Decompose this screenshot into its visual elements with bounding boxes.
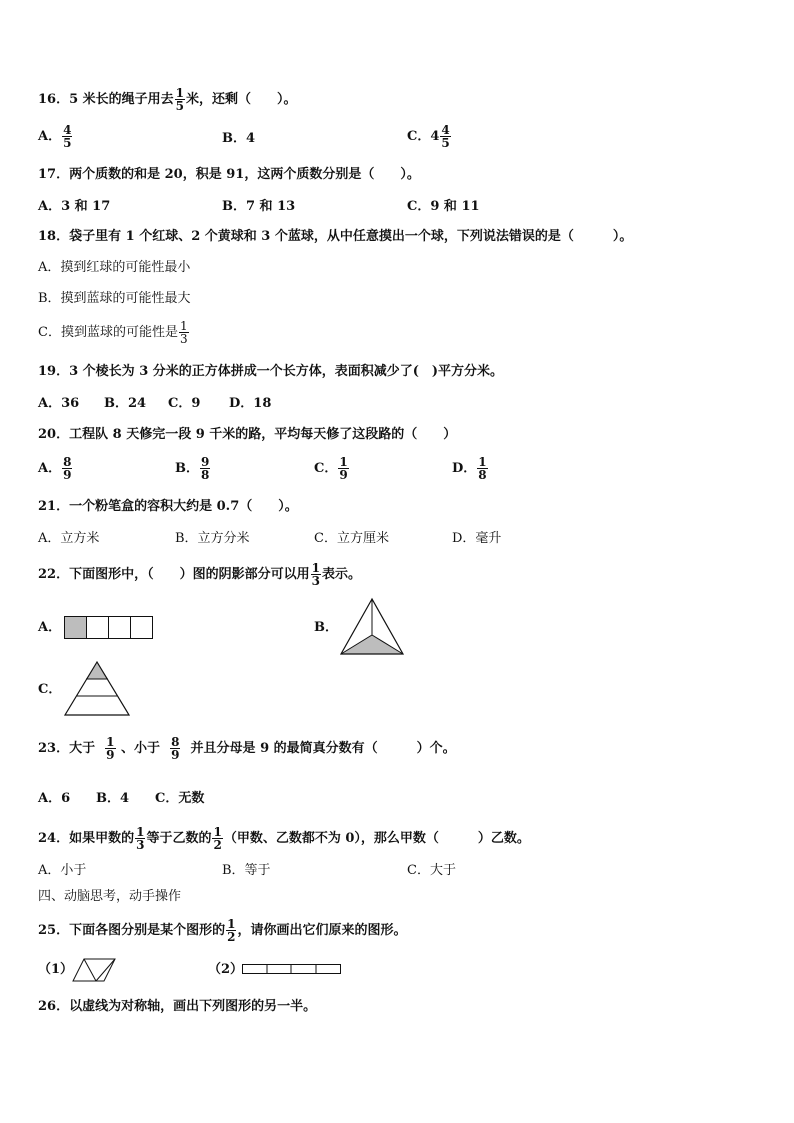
q23-option-c: C．无数 bbox=[155, 791, 205, 806]
q20-option-a: A． $\frac{8}{9}$ bbox=[38, 455, 72, 482]
q22-label-c: C． bbox=[38, 682, 62, 697]
q20-option-c: C． $\frac{1}{9}$ bbox=[314, 455, 348, 482]
q19-stem: 19．3 个棱长为 3 分米的正方体拼成一个长方体，表面积减少了( )平方分米。 bbox=[38, 364, 504, 379]
q23-option-a: A．6 bbox=[38, 791, 71, 806]
q19-option-b: B．24 bbox=[104, 396, 147, 411]
q25-label-2: （2） bbox=[208, 962, 244, 977]
q21-option-b: B．立方分米 bbox=[175, 531, 250, 546]
q22-figure-c bbox=[64, 661, 130, 717]
shaded-cell bbox=[65, 617, 87, 639]
q21-stem: 21．一个粉笔盒的容积大约是 0.7（ ）。 bbox=[38, 499, 298, 514]
q20-stem: 20．工程队 8 天修完一段 9 千米的路，平均每天修了这段路的（ ） bbox=[38, 427, 457, 442]
cell bbox=[109, 617, 131, 639]
q18-option-a: A．摸到红球的可能性最小 bbox=[38, 260, 191, 275]
q19-option-c: C．9 bbox=[168, 396, 201, 411]
q16-fraction: $\frac{1}{5}$ bbox=[175, 86, 185, 113]
q25-figure-1 bbox=[73, 958, 117, 982]
q19-option-a: A．36 bbox=[38, 396, 80, 411]
q18-option-b: B．摸到蓝球的可能性最大 bbox=[38, 291, 191, 306]
q24-option-c: C．大于 bbox=[407, 863, 456, 878]
q22-figure-b bbox=[340, 598, 404, 656]
q25-figure-2 bbox=[242, 964, 342, 976]
q23-option-b: B．4 bbox=[96, 791, 130, 806]
q24-option-a: A．小于 bbox=[38, 863, 87, 878]
q24-stem: 24．如果甲数的 $\frac{1}{3}$ 等于乙数的 $\frac{1}{2}$ （甲数、乙数都不为 0），那么甲数（ ）乙数。 bbox=[38, 825, 530, 852]
q16-stem bbox=[38, 87, 297, 112]
diagonal bbox=[84, 959, 96, 981]
q17-stem: 17．两个质数的和是 20，积是 91，这两个质数分别是（ ）。 bbox=[38, 167, 420, 182]
cell bbox=[131, 617, 153, 639]
q16-option-b: B．4 bbox=[222, 131, 256, 146]
q20-option-d: D． $\frac{1}{8}$ bbox=[452, 455, 487, 482]
q20-option-b: B． $\frac{9}{8}$ bbox=[175, 455, 210, 482]
q17-option-b: B．7 和 13 bbox=[222, 199, 296, 214]
q21-option-d: D．毫升 bbox=[452, 531, 502, 546]
q16-option-c: C．4 $\frac{4}{5}$ bbox=[407, 123, 450, 150]
q16-option-a: A． $\frac{4}{5}$ bbox=[38, 123, 72, 150]
q16-text-a: 16．5 米长的绳子用去 bbox=[38, 92, 174, 107]
q22-stem: 22．下面图形中，（ ）图的阴影部分可以用 $\frac{1}{3}$ 表示。 bbox=[38, 561, 361, 588]
q23-stem: 23．大于 $\frac{1}{9}$ 、小于 $\frac{8}{9}$ 并且分母是 9 的最简真分数有（ ）个。 bbox=[38, 735, 456, 762]
q18-stem: 18．袋子里有 1 个红球、2 个黄球和 3 个蓝球，从中任意摸出一个球，下列说法错误的是（ ）。 bbox=[38, 229, 633, 244]
section-heading: 四、动脑思考，动手操作 bbox=[38, 889, 182, 904]
q22-label-a: A． bbox=[38, 620, 62, 635]
q22-figure-a bbox=[64, 616, 156, 640]
q21-option-a: A．立方米 bbox=[38, 531, 100, 546]
q25-stem: 25．下面各图分别是某个图形的 $\frac{1}{2}$ ，请你画出它们原来的图形。 bbox=[38, 917, 407, 944]
q21-option-c: C．立方厘米 bbox=[314, 531, 389, 546]
q17-option-c: C．9 和 11 bbox=[407, 199, 480, 214]
q22-label-b: B． bbox=[314, 620, 338, 635]
q25-label-1: （1） bbox=[38, 962, 74, 977]
q17-option-a: A．3 和 17 bbox=[38, 199, 111, 214]
q19-option-d: D．18 bbox=[229, 396, 272, 411]
q18-option-c: C．摸到蓝球的可能性是 $\frac{1}{3}$ bbox=[38, 319, 188, 346]
cell bbox=[87, 617, 109, 639]
q24-option-b: B．等于 bbox=[222, 863, 271, 878]
q26-stem: 26．以虚线为对称轴，画出下列图形的另一半。 bbox=[38, 999, 317, 1014]
q16-text-b: 米，还剩（ ）。 bbox=[186, 92, 297, 107]
shaded-top bbox=[86, 662, 108, 679]
